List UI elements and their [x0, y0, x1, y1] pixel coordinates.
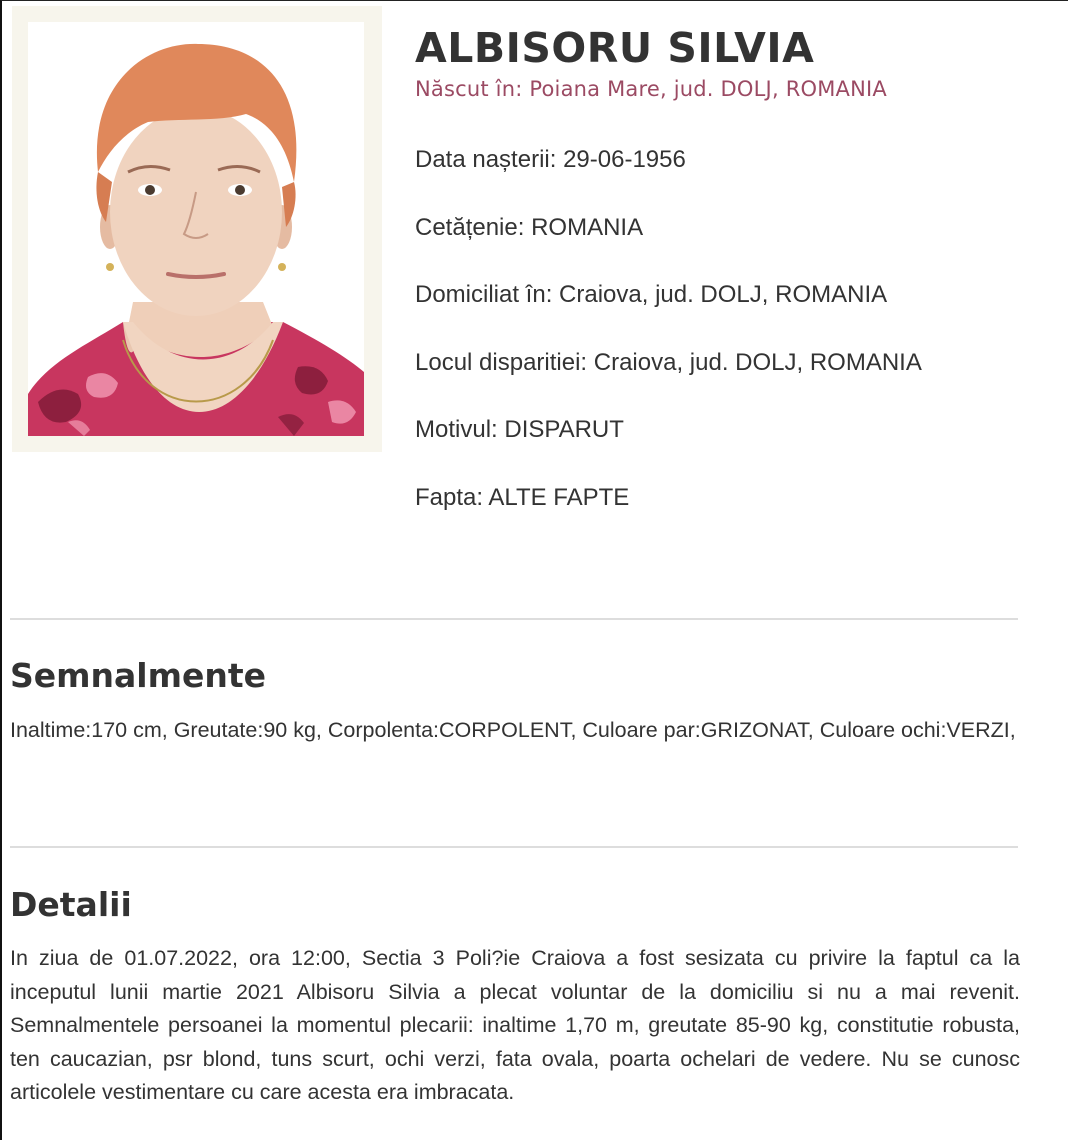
semnalmente-title: Semnalmente — [10, 656, 267, 695]
photo-frame — [12, 6, 382, 452]
reason-field: Motivul: DISPARUT — [415, 416, 624, 444]
birthplace: Născut în: Poiana Mare, jud. DOLJ, ROMANIA — [415, 77, 887, 101]
person-info — [415, 24, 1055, 549]
residence-field: Domiciliat în: Craiova, jud. DOLJ, ROMANIA — [415, 281, 888, 309]
detalii-text: In ziua de 01.07.2022, ora 12:00, Sectia 3 Poli?ie Craiova a fost sesizata cu privire la faptul ca la inceputul lunii martie 2021 Albisoru Silvia a plecat voluntar de la domiciliu si nu a mai revenit. Semnalmentele persoanei la momentul plecarii: inaltime 1,70 m, greutate 85-90 kg, constitutie robusta, ten caucazian, psr blond, tuns scurt, ochi verzi, fata ovala, poarta ochelari de vedere. Nu se cunosc articolele vestimentare cu care acesta era imbracata. — [10, 946, 1020, 1104]
birth-date-field: Data nașterii: 29-06-1956 — [415, 146, 686, 173]
person-photo — [28, 22, 364, 436]
deed-field: Fapta: ALTE FAPTE — [415, 483, 630, 511]
person-fields — [415, 143, 1055, 515]
divider-semnalmente — [10, 618, 1018, 620]
detalii-title: Detalii — [10, 885, 132, 924]
citizenship-field: Cetățenie: ROMANIA — [415, 213, 644, 241]
semnalmente-text: Inaltime:170 cm, Greutate:90 kg, Corpolenta:CORPOLENT, Culoare par:GRIZONAT, Culoare ochi:VERZI, — [10, 718, 1016, 742]
person-name: ALBISORU SILVIA — [415, 24, 815, 72]
divider-detalii — [10, 846, 1018, 848]
disappearance-place-field: Locul disparitiei: Craiova, jud. DOLJ, ROMANIA — [415, 348, 922, 376]
